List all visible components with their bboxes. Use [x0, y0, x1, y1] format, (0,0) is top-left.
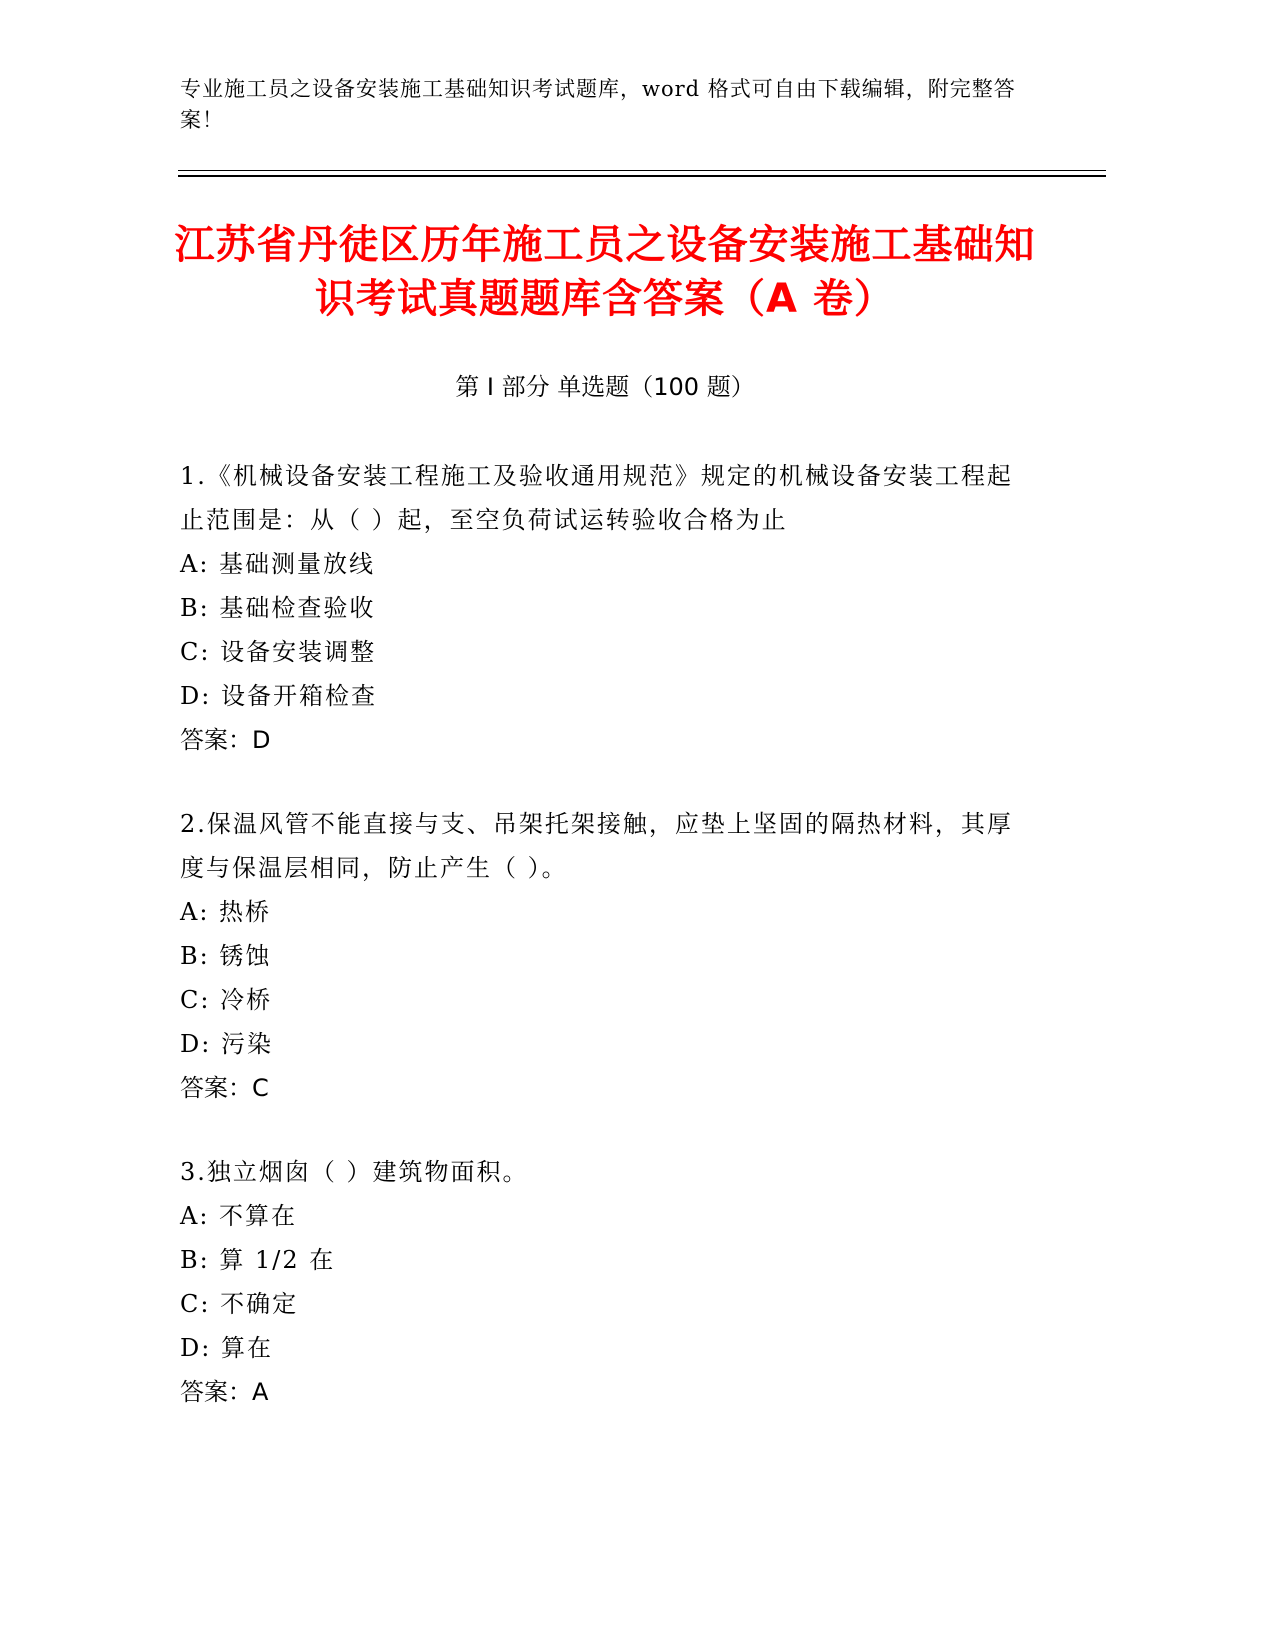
question-text: 3.独立烟囱（ ）建筑物面积。	[180, 1158, 529, 1186]
answer-text: 答案：D	[180, 726, 271, 754]
option-d: D: 污染	[180, 1030, 273, 1058]
header-divider-thin	[178, 170, 1106, 171]
question-text: 1.《机械设备安装工程施工及验收通用规范》规定的机械设备安装工程起止范围是：从（ ）起，至空负荷试运转验收合格为止	[180, 462, 1013, 534]
option-d: D: 算在	[180, 1334, 273, 1362]
question-block	[180, 1150, 1030, 1414]
option-b: B: 算 1/2 在	[180, 1246, 336, 1274]
option-c: C: 冷桥	[180, 986, 273, 1014]
answer-text: 答案：A	[180, 1378, 269, 1406]
question-block	[180, 454, 1030, 762]
option-b: B: 锈蚀	[180, 942, 272, 970]
option-a: A: 热桥	[180, 898, 272, 926]
section-title: 第 I 部分 单选题（100 题）	[455, 373, 755, 401]
question-block	[180, 802, 1030, 1110]
option-d: D: 设备开箱检查	[180, 682, 377, 710]
header-divider-thick	[178, 175, 1106, 177]
option-a: A: 不算在	[180, 1202, 298, 1230]
question-text: 2.保温风管不能直接与支、吊架托架接触，应垫上坚固的隔热材料，其厚度与保温层相同，防止产生（ ）。	[180, 810, 1013, 882]
option-a: A: 基础测量放线	[180, 550, 376, 578]
answer-text: 答案：C	[180, 1074, 269, 1102]
header-note: 专业施工员之设备安装施工基础知识考试题库，word 格式可自由下载编辑，附完整答案！	[180, 77, 1016, 132]
document-title: 江苏省丹徒区历年施工员之设备安装施工基础知识考试真题题库含答案（A 卷）	[174, 222, 1036, 322]
option-b: B: 基础检查验收	[180, 594, 376, 622]
option-c: C: 不确定	[180, 1290, 299, 1318]
option-c: C: 设备安装调整	[180, 638, 377, 666]
